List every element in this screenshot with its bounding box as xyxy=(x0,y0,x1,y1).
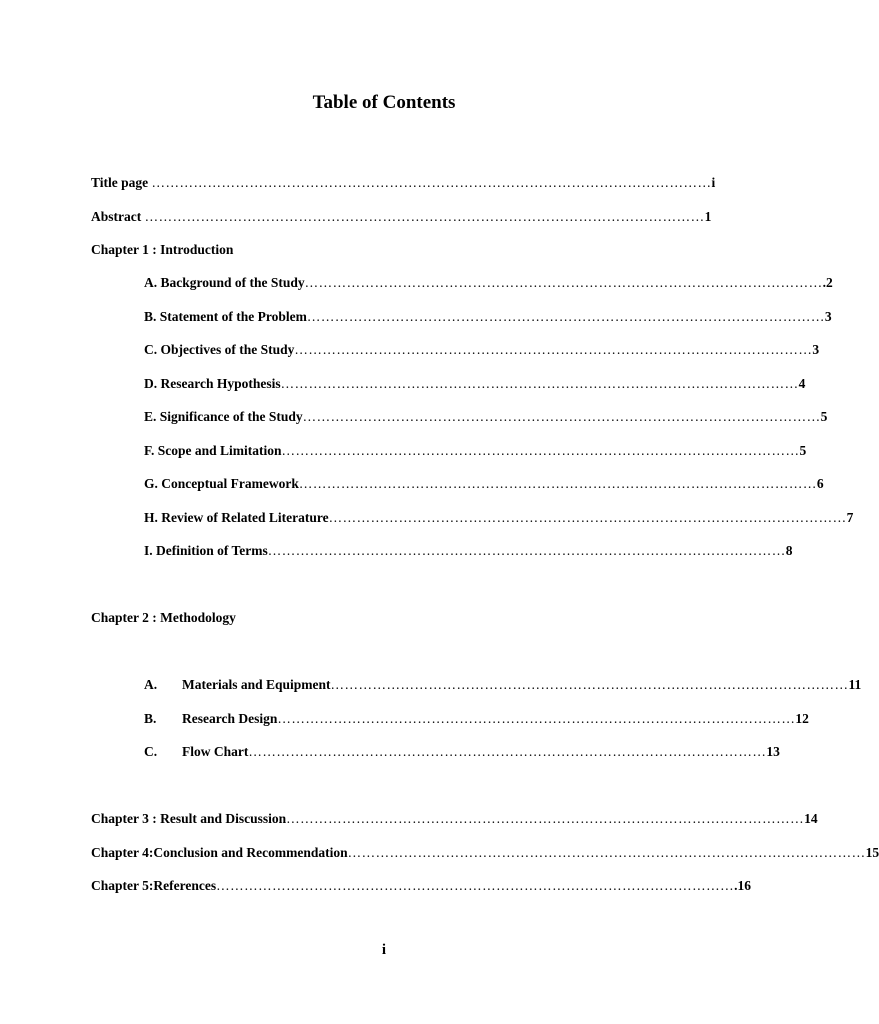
toc-leader-dots: ………………………………………………………………………………………………… xyxy=(294,342,813,357)
toc-page-number: 3 xyxy=(812,342,820,357)
toc-leader-dots: ………………………………………………………………………………………………………… xyxy=(144,209,705,224)
toc-page-number: 15 xyxy=(865,845,879,860)
toc-entry-hypothesis[interactable] xyxy=(144,375,806,393)
toc-chapter-1-heading[interactable] xyxy=(91,241,233,259)
toc-leader-dots: ………………………………………………………………………………………………………… xyxy=(151,175,712,190)
toc-page-number: 8 xyxy=(785,543,793,558)
toc-entry-chapter-3[interactable] xyxy=(91,810,818,828)
toc-entry-chapter-4[interactable] xyxy=(91,844,879,862)
toc-entry-literature[interactable] xyxy=(144,509,854,527)
toc-entry-label: Research Design xyxy=(182,711,278,726)
toc-entry-label: Chapter 5:References xyxy=(91,878,217,893)
toc-entry-statement[interactable] xyxy=(144,308,832,326)
toc-page-number: 13 xyxy=(766,744,780,759)
toc-entry-chapter-5[interactable] xyxy=(91,877,751,895)
toc-entry-label: Chapter 3 : Result and Discussion xyxy=(91,811,287,826)
toc-entry-label: D. Research Hypothesis xyxy=(144,376,281,391)
page-title: Table of Contents xyxy=(312,92,456,113)
toc-leader-dots: ………………………………………………………………………………………………… xyxy=(248,744,767,759)
toc-entry-scope[interactable] xyxy=(144,442,807,460)
toc-entry-flow-chart[interactable] xyxy=(144,743,780,761)
toc-leader-dots: ………………………………………………………………………………………………… xyxy=(298,476,817,491)
toc-page-number: 6 xyxy=(816,476,824,491)
toc-entry-abstract[interactable] xyxy=(91,208,712,226)
toc-leader-dots: ………………………………………………………………………………………………… xyxy=(328,510,847,525)
toc-leader-dots: ………………………………………………………………………………………………… xyxy=(216,878,735,893)
toc-entry-label: Chapter 4:Conclusion and Recommendation xyxy=(91,845,348,860)
toc-leader-dots: ………………………………………………………………………………………………… xyxy=(267,543,786,558)
toc-entry-materials[interactable] xyxy=(144,676,862,694)
toc-page-number: .16 xyxy=(734,878,751,893)
toc-entry-label: Title page xyxy=(91,175,152,190)
toc-page-number: 1 xyxy=(704,209,712,224)
toc-leader-dots: ………………………………………………………………………………………………… xyxy=(277,711,796,726)
toc-page-number: 7 xyxy=(846,510,854,525)
toc-entry-label: Chapter 2 : Methodology xyxy=(91,610,236,625)
toc-page-number: 11 xyxy=(848,677,862,692)
toc-entry-letter: C. xyxy=(144,744,158,759)
toc-entry-objectives[interactable] xyxy=(144,341,820,359)
toc-entry-label: A. Background of the Study xyxy=(144,275,305,290)
toc-entry-letter: B. xyxy=(144,711,157,726)
toc-page-number: 5 xyxy=(799,443,807,458)
toc-leader-dots: ………………………………………………………………………………………………… xyxy=(330,677,849,692)
toc-leader-dots: ………………………………………………………………………………………………… xyxy=(302,409,821,424)
toc-page-number: .2 xyxy=(822,275,833,290)
toc-leader-dots: ………………………………………………………………………………………………… xyxy=(281,443,800,458)
toc-entry-label: E. Significance of the Study xyxy=(144,409,303,424)
toc-leader-dots: ………………………………………………………………………………………………… xyxy=(280,376,799,391)
toc-entry-label: Flow Chart xyxy=(182,744,249,759)
toc-entry-framework[interactable] xyxy=(144,475,824,493)
toc-entry-research-design[interactable] xyxy=(144,710,809,728)
toc-entry-label: Abstract xyxy=(91,209,145,224)
toc-page-number: 3 xyxy=(824,309,832,324)
toc-entry-label: I. Definition of Terms xyxy=(144,543,268,558)
toc-entry-label: G. Conceptual Framework xyxy=(144,476,299,491)
toc-entry-label: Materials and Equipment xyxy=(182,677,331,692)
toc-entry-label: Chapter 1 : Introduction xyxy=(91,242,234,257)
toc-leader-dots: ………………………………………………………………………………………………… xyxy=(286,811,805,826)
page-number-footer: i xyxy=(381,942,387,958)
toc-entry-label: C. Objectives of the Study xyxy=(144,342,295,357)
toc-entry-label: B. Statement of the Problem xyxy=(144,309,307,324)
toc-entry-label: F. Scope and Limitation xyxy=(144,443,282,458)
toc-entry-background[interactable] xyxy=(144,274,833,292)
toc-leader-dots: ………………………………………………………………………………………………… xyxy=(306,309,825,324)
toc-page-number: 14 xyxy=(804,811,818,826)
toc-chapter-2-heading[interactable] xyxy=(91,609,236,627)
toc-page-number: i xyxy=(711,175,716,190)
toc-page-number: 5 xyxy=(820,409,828,424)
toc-entry-title-page[interactable] xyxy=(91,174,716,192)
toc-leader-dots: ………………………………………………………………………………………………… xyxy=(347,845,866,860)
toc-page-number: 12 xyxy=(795,711,809,726)
toc-entry-label: H. Review of Related Literature xyxy=(144,510,329,525)
toc-page-number: 4 xyxy=(798,376,806,391)
toc-entry-significance[interactable] xyxy=(144,408,828,426)
toc-leader-dots: ………………………………………………………………………………………………… xyxy=(304,275,823,290)
toc-entry-letter: A. xyxy=(144,677,158,692)
toc-entry-terms[interactable] xyxy=(144,542,793,560)
